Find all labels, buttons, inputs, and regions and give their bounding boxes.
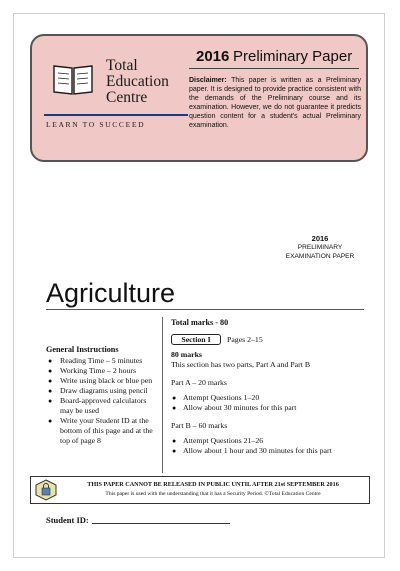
banner-divider (189, 68, 359, 69)
bullet-icon: ● (48, 367, 53, 375)
student-id-field[interactable] (92, 523, 230, 524)
bullet-icon: ● (48, 357, 53, 365)
part-b-item: ● Attempt Questions 21–26 (172, 436, 264, 445)
part-b-title: Part B – 60 marks (171, 421, 228, 430)
exam-line-2: EXAMINATION PAPER (285, 253, 355, 260)
total-marks: Total marks - 80 (171, 318, 229, 327)
subject-title: Agriculture (46, 278, 176, 308)
section-description: This section has two parts, Part A and Part B (171, 360, 311, 369)
logo-rule (44, 114, 188, 116)
bullet-icon: ● (48, 387, 53, 395)
disclaimer-label: Disclaimer: (189, 77, 227, 84)
logo (44, 54, 190, 142)
header-banner (30, 34, 368, 162)
column-divider (162, 317, 163, 473)
section-marks: 80 marks (171, 350, 202, 359)
bullet-icon: ● (48, 397, 53, 405)
bullet-icon: ● (172, 394, 177, 402)
bullet-icon: ● (172, 447, 177, 455)
exam-year: 2016 (311, 234, 329, 243)
instruction-item: ● Working Time – 2 hours (48, 366, 137, 375)
part-a-title: Part A – 20 marks (171, 378, 227, 387)
logo-tagline: LEARN TO SUCCEED (46, 120, 146, 129)
instruction-item: ● Write your Student ID at the bottom of this page and at the top of page 8 (48, 416, 153, 445)
part-a-list (171, 393, 371, 413)
banner-title: Preliminary Paper (233, 48, 353, 65)
bullet-icon: ● (48, 377, 53, 385)
instruction-item: ● Write using black or blue pen (48, 376, 153, 385)
release-notice: THIS PAPER CANNOT BE RELEASED IN PUBLIC UNTIL AFTER 21st SEPTEMBER 2016 (87, 481, 339, 488)
instruction-item: ● Reading Time – 5 minutes (48, 356, 143, 365)
part-a-item: ● Attempt Questions 1–20 (172, 393, 260, 402)
banner-year: 2016 (196, 48, 230, 65)
subject-divider (46, 309, 364, 310)
instructions-title: General Instructions (46, 345, 119, 354)
instruction-item: ● Draw diagrams using pencil (48, 386, 148, 395)
disclaimer-text: This paper is written as a Preliminary paper. It is designed to provide practice consistent with the demands of the Preliminary course and its examination. However, we do not guarantee it predicts question content for a student's actual Preliminary examination. (189, 77, 361, 129)
bullet-icon: ● (48, 417, 53, 425)
section-pages: Pages 2–15 (227, 335, 263, 344)
marks-panel (171, 318, 371, 456)
instructions-list (46, 356, 158, 446)
bullet-icon: ● (172, 404, 177, 412)
part-b-item: ● Allow about 1 hour and 30 minutes for this part (172, 446, 332, 455)
student-id-label: Student ID: (46, 515, 89, 525)
disclaimer (189, 76, 361, 130)
logo-name: Total Education Centre (106, 57, 169, 106)
security-period-note: This paper is used with the understanding that it has a Security Period. ©Total Education Centre (105, 491, 321, 497)
open-book-icon (52, 60, 94, 96)
general-instructions (46, 345, 158, 446)
security-notice (30, 476, 370, 504)
instruction-item: ● Board-approved calculators may be used (48, 396, 147, 415)
exam-line-1: PRELIMINARY (297, 244, 343, 251)
part-a-item: ● Allow about 30 minutes for this part (172, 403, 297, 412)
section-row (171, 334, 371, 346)
section-label: Section I (171, 334, 221, 345)
exam-heading (270, 234, 370, 261)
bullet-icon: ● (172, 437, 177, 445)
part-b-list (171, 436, 371, 456)
security-badge-icon (34, 479, 58, 501)
